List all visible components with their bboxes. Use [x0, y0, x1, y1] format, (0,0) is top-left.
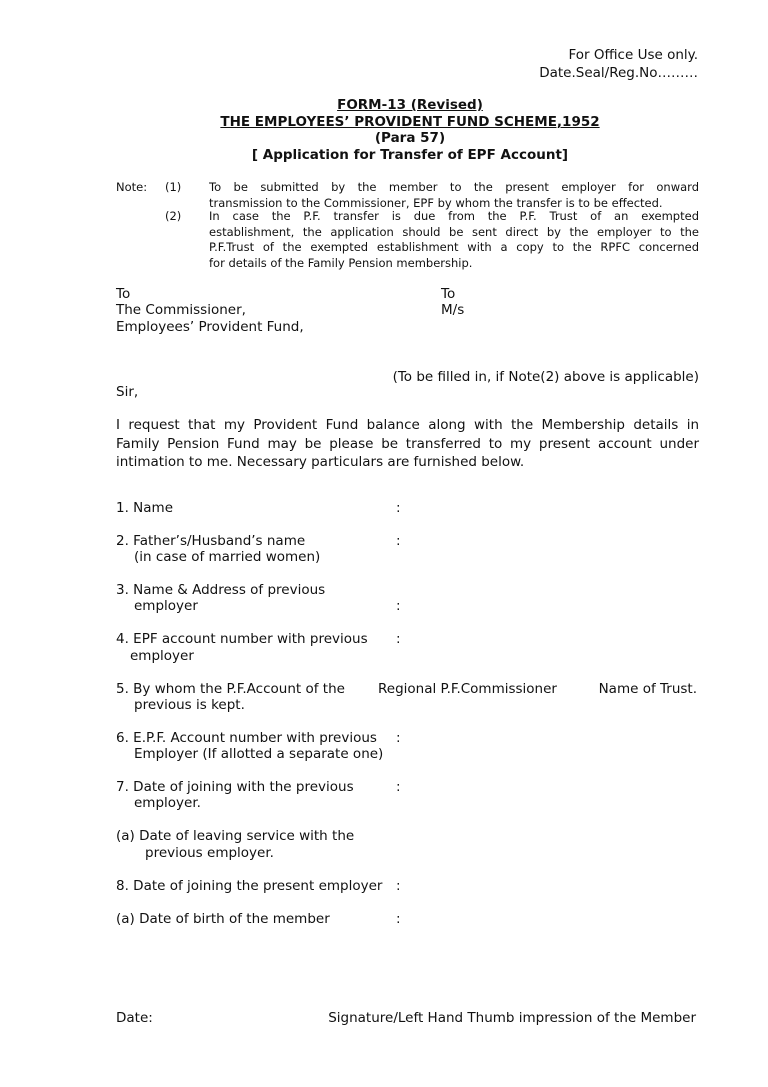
field-separate-account-sublabel: Employer (If allotted a separate one): [134, 746, 384, 762]
salutation: Sir,: [116, 384, 139, 400]
field-join-present-label: 8. Date of joining the present employer: [116, 878, 383, 894]
field-separate-account-colon: :: [396, 730, 401, 746]
office-use-label: For Office Use only.: [568, 47, 698, 63]
field-father-colon: :: [396, 533, 401, 549]
field-name-colon: :: [396, 500, 401, 516]
field-prev-employer-colon: :: [396, 598, 401, 614]
note-2-line: establishment, the application should be sent direct by the employer to the: [209, 224, 699, 239]
field-prev-employer-sublabel: employer: [134, 598, 198, 614]
note-1-line: transmission to the Commissioner, EPF by whom the transfer is to be effected.: [209, 195, 663, 210]
commissioner-line: The Commissioner,: [116, 302, 246, 318]
to-left: To: [116, 286, 131, 302]
date-label: Date:: [116, 1010, 153, 1026]
note-2-line: for details of the Family Pension membership.: [209, 255, 473, 270]
note-1-text: [209, 180, 699, 211]
note-1-number: (1): [165, 180, 182, 194]
field-pf-kept-sublabel: previous is kept.: [134, 697, 245, 713]
field-leave-prev-sublabel: previous employer.: [145, 845, 274, 861]
field-epf-account-colon: :: [396, 631, 401, 647]
field-join-present-colon: :: [396, 878, 401, 894]
request-line: I request that my Provident Fund balance along with the Membership details in: [116, 417, 699, 433]
signature-label: Signature/Left Hand Thumb impression of the Member: [328, 1010, 696, 1026]
field-separate-account-label: 6. E.P.F. Account number with previous: [116, 730, 377, 746]
option-trust-name: Name of Trust.: [598, 681, 697, 697]
request-line: intimation to me. Necessary particulars are furnished below.: [116, 454, 525, 470]
field-join-prev-label: 7. Date of joining with the previous: [116, 779, 354, 795]
note-1-line: To be submitted by the member to the present employer for onward: [209, 180, 699, 194]
option-regional-commissioner: Regional P.F.Commissioner: [378, 681, 557, 697]
application-title: [ Application for Transfer of EPF Account]: [251, 147, 569, 163]
field-dob-colon: :: [396, 911, 401, 927]
scheme-title: THE EMPLOYEES’ PROVIDENT FUND SCHEME,1952: [220, 114, 600, 130]
request-paragraph: [116, 416, 699, 472]
note-2-number: (2): [165, 209, 182, 223]
field-father-label: 2. Father’s/Husband’s name: [116, 533, 306, 549]
field-epf-account-label: 4. EPF account number with previous: [116, 631, 368, 647]
date-seal-reg-label: Date.Seal/Reg.No………: [539, 65, 698, 81]
field-dob-label: (a) Date of birth of the member: [116, 911, 330, 927]
applicability-note: (To be filled in, if Note(2) above is applicable): [392, 369, 699, 385]
field-pf-kept-label: 5. By whom the P.F.Account of the: [116, 681, 345, 697]
note-2-line: P.F.Trust of the exempted establishment with a copy to the RPFC concerned: [209, 240, 699, 254]
note-2-line: In case the P.F. transfer is due from the P.F. Trust of an exempted: [209, 209, 699, 223]
field-leave-prev-label: (a) Date of leaving service with the: [116, 828, 355, 844]
ms-line: M/s: [441, 302, 465, 318]
field-name-label: 1. Name: [116, 500, 173, 516]
form-title: FORM-13 (Revised): [337, 97, 483, 113]
request-line: Family Pension Fund may be please be transferred to my present account under: [116, 435, 699, 452]
field-father-sublabel: (in case of married women): [134, 549, 321, 565]
field-join-prev-colon: :: [396, 779, 401, 795]
field-prev-employer-label: 3. Name & Address of previous: [116, 582, 326, 598]
note-label: Note:: [116, 180, 148, 194]
note-2-text: [209, 209, 699, 271]
epf-line: Employees’ Provident Fund,: [116, 319, 304, 335]
to-right: To: [441, 286, 456, 302]
para-reference: (Para 57): [374, 130, 446, 146]
field-epf-account-sublabel: employer: [130, 648, 194, 664]
field-join-prev-sublabel: employer.: [134, 795, 201, 811]
